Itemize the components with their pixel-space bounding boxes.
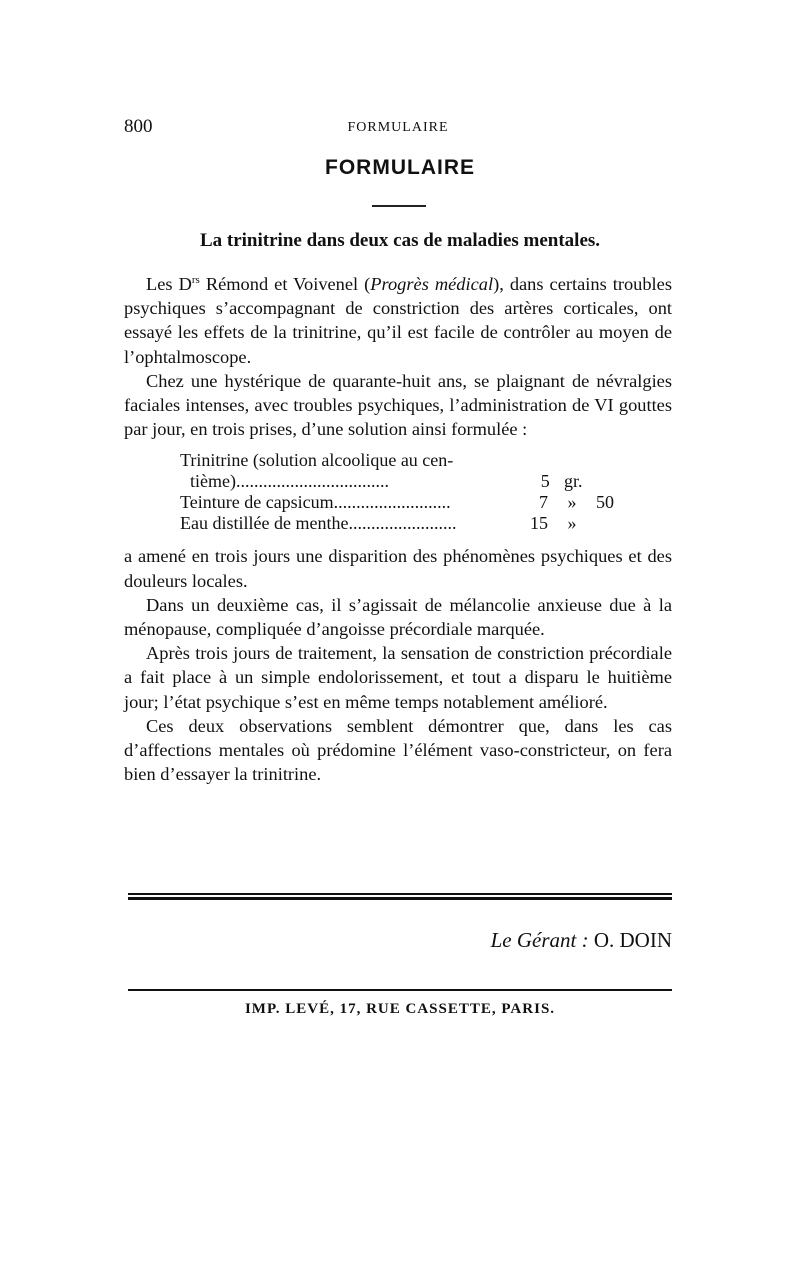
formula-ingredient: Trinitrine (solution alcoolique au cen- [180, 450, 454, 471]
formula-row [180, 471, 628, 492]
formula-unit: gr. [563, 471, 583, 492]
paragraph-6: Ces deux observations semblent démontrer que, dans les cas d’affections mentales où prédomine l’élément vaso-constricteur, on fera bien d’essayer la trinitrine. [124, 715, 672, 785]
signature-role: Le Gérant : [490, 928, 589, 952]
formula-quantity: 5 [540, 471, 550, 492]
double-rule [128, 893, 672, 900]
section-title: FORMULAIRE [325, 156, 475, 179]
para1-start: Les D [146, 274, 192, 294]
imprint: IMP. LEVÉ, 17, RUE CASSETTE, PARIS. [244, 1001, 556, 1017]
formula-ingredient: Teinture de capsicum.......................... [180, 492, 451, 513]
article-body [124, 272, 672, 786]
paragraph-4: Dans un deuxième cas, il s’agissait de mélancolie anxieuse due à la ménopause, compliquée d’angoisse précordiale marquée. [124, 594, 672, 640]
article-title: La trinitrine dans deux cas de maladies mentales. [199, 230, 601, 251]
paragraph-2: Chez une hystérique de quarante-huit ans, se plaignant de névralgies faciales intenses, avec troubles psychiques, l’administration de VI gouttes par jour, en trois prises, d’une solution ainsi formulée : [124, 370, 672, 440]
formula-fraction: 50 [596, 492, 614, 513]
formula-ingredient: tième).................................. [190, 471, 389, 492]
paragraph-5: Après trois jours de traitement, la sensation de constriction précordiale a fait place à un simple endolorissement, et tout a disparu le huitième jour; l’état psychique s’est en même temps notablement amélioré. [124, 643, 672, 712]
para1-superscript: rs [191, 273, 200, 286]
page-number: 800 [124, 116, 153, 137]
signature [491, 928, 672, 953]
para1-rest: ), dans certains troubles psychiques s’accompagnant de constriction des artères corticales, ont essayé les effets de la trinitrine, qu’il est facile de contrôler au moyen de l’ophtalmoscope. [124, 274, 672, 367]
para1-names: Rémond et Voivenel ( [199, 274, 371, 294]
bottom-rule [128, 989, 672, 991]
running-head: FORMULAIRE [347, 120, 449, 135]
formula-row [180, 513, 628, 534]
paragraph-3: a amené en trois jours une disparition des phénomènes psychiques et des douleurs locales. [124, 546, 672, 591]
title-rule [372, 205, 426, 207]
formula-table [180, 450, 628, 534]
formula-row [180, 492, 628, 513]
formula-row [180, 450, 628, 471]
formula-quantity: 15 [530, 513, 548, 534]
formula-unit: » [567, 492, 577, 513]
paragraph-1 [124, 272, 672, 369]
para1-source: Progrès médical [370, 274, 494, 294]
page-header [124, 116, 672, 138]
formula-ingredient: Eau distillée de menthe........................ [180, 513, 457, 534]
formula-unit: » [567, 513, 577, 534]
formula-quantity: 7 [539, 492, 548, 513]
signature-name: O. DOIN [593, 928, 672, 952]
